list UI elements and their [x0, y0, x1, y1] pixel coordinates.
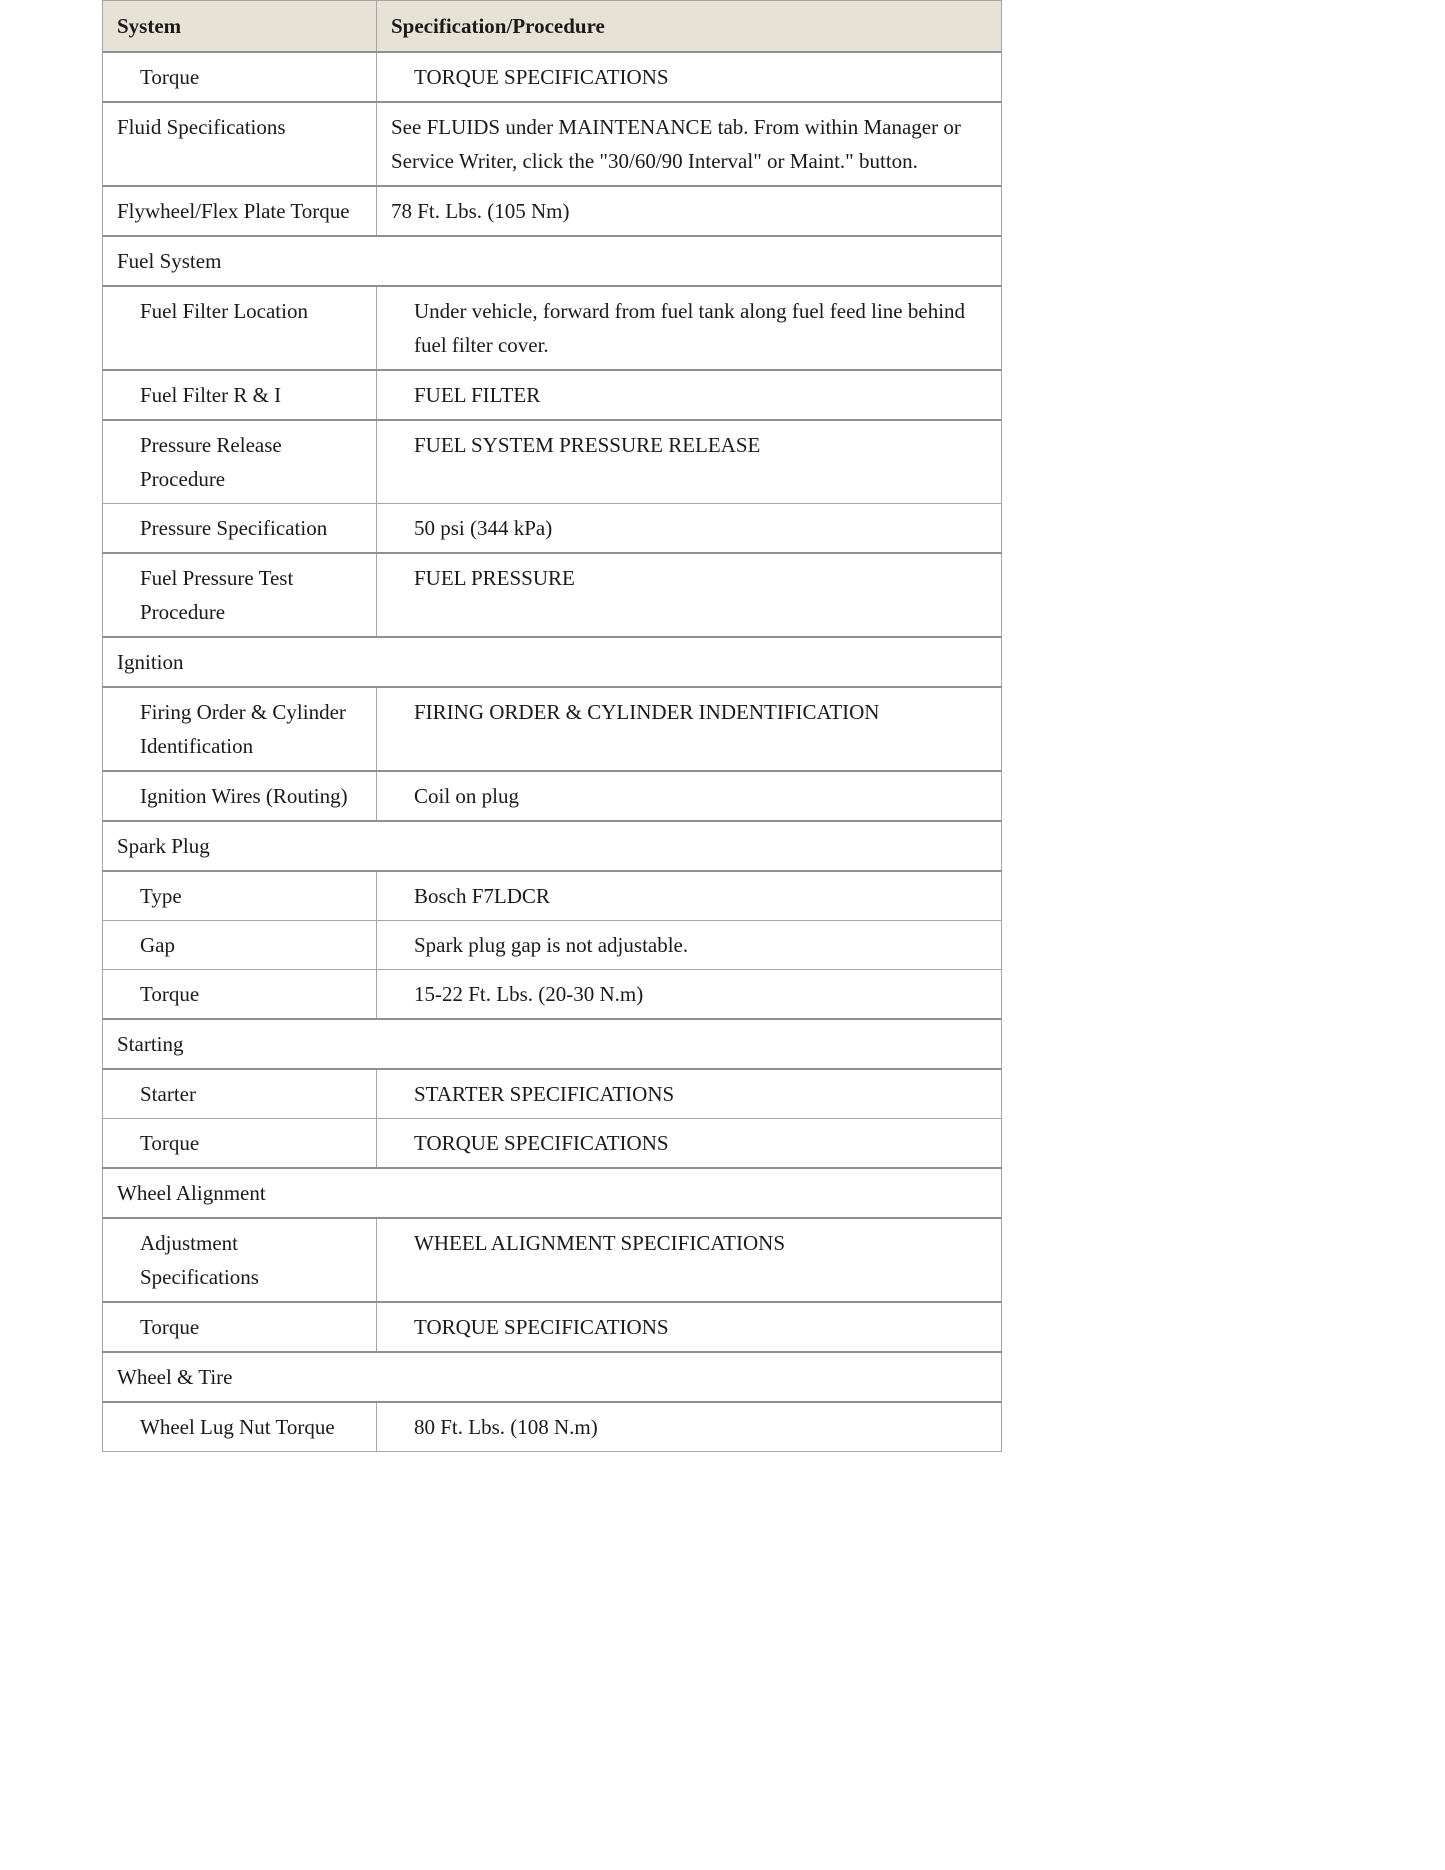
- row-value: FIRING ORDER & CYLINDER INDENTIFICATION: [377, 687, 1002, 771]
- row-label: Pressure Specification: [103, 504, 377, 554]
- row-label: Fuel Filter Location: [103, 286, 377, 370]
- header-specification: Specification/Procedure: [377, 1, 1002, 53]
- row-value: Under vehicle, forward from fuel tank along fuel feed line behind fuel filter cover.: [377, 286, 1002, 370]
- table-row: [103, 102, 1002, 186]
- section-label: Ignition: [103, 637, 1002, 687]
- row-label: Wheel Lug Nut Torque: [103, 1402, 377, 1452]
- table-row: [103, 1119, 1002, 1169]
- section-label: Wheel & Tire: [103, 1352, 1002, 1402]
- section-row: [103, 1168, 1002, 1218]
- row-value: TORQUE SPECIFICATIONS: [377, 1119, 1002, 1169]
- row-value: See FLUIDS under MAINTENANCE tab. From within Manager or Service Writer, click the "30/60/90 Interval" or Maint." button.: [377, 102, 1002, 186]
- row-label: Torque: [103, 1302, 377, 1352]
- header-row: [103, 1, 1002, 53]
- row-value: WHEEL ALIGNMENT SPECIFICATIONS: [377, 1218, 1002, 1302]
- row-value: Coil on plug: [377, 771, 1002, 821]
- table-row: [103, 286, 1002, 370]
- section-label: Fuel System: [103, 236, 1002, 286]
- row-label: Fluid Specifications: [103, 102, 377, 186]
- table-row: [103, 921, 1002, 970]
- row-value: 50 psi (344 kPa): [377, 504, 1002, 554]
- section-row: [103, 821, 1002, 871]
- section-label: Starting: [103, 1019, 1002, 1069]
- row-value: FUEL PRESSURE: [377, 553, 1002, 637]
- row-label: Torque: [103, 52, 377, 102]
- table-row: [103, 687, 1002, 771]
- table-row: [103, 370, 1002, 420]
- table-row: [103, 1302, 1002, 1352]
- table-row: [103, 1218, 1002, 1302]
- row-label: Starter: [103, 1069, 377, 1119]
- row-label: Type: [103, 871, 377, 921]
- row-label: Torque: [103, 1119, 377, 1169]
- row-label: Gap: [103, 921, 377, 970]
- table-row: [103, 771, 1002, 821]
- table-row: [103, 871, 1002, 921]
- section-label: Wheel Alignment: [103, 1168, 1002, 1218]
- row-label: Pressure Release Procedure: [103, 420, 377, 504]
- row-value: FUEL FILTER: [377, 370, 1002, 420]
- row-value: Spark plug gap is not adjustable.: [377, 921, 1002, 970]
- section-row: [103, 236, 1002, 286]
- table-row: [103, 420, 1002, 504]
- table-row: [103, 52, 1002, 102]
- section-row: [103, 1352, 1002, 1402]
- table-row: [103, 504, 1002, 554]
- row-value: TORQUE SPECIFICATIONS: [377, 52, 1002, 102]
- row-value: 78 Ft. Lbs. (105 Nm): [377, 186, 1002, 236]
- table-row: [103, 553, 1002, 637]
- table-row: [103, 970, 1002, 1020]
- row-label: Firing Order & Cylinder Identification: [103, 687, 377, 771]
- table-row: [103, 186, 1002, 236]
- row-label: Fuel Filter R & I: [103, 370, 377, 420]
- table-row: [103, 1402, 1002, 1452]
- row-value: TORQUE SPECIFICATIONS: [377, 1302, 1002, 1352]
- row-value: STARTER SPECIFICATIONS: [377, 1069, 1002, 1119]
- row-label: Fuel Pressure Test Procedure: [103, 553, 377, 637]
- row-value: 80 Ft. Lbs. (108 N.m): [377, 1402, 1002, 1452]
- specification-table: [102, 0, 1002, 1452]
- section-row: [103, 1019, 1002, 1069]
- header-system: System: [103, 1, 377, 53]
- row-label: Ignition Wires (Routing): [103, 771, 377, 821]
- row-label: Adjustment Specifications: [103, 1218, 377, 1302]
- row-label: Flywheel/Flex Plate Torque: [103, 186, 377, 236]
- row-value: Bosch F7LDCR: [377, 871, 1002, 921]
- row-label: Torque: [103, 970, 377, 1020]
- section-row: [103, 637, 1002, 687]
- row-value: 15-22 Ft. Lbs. (20-30 N.m): [377, 970, 1002, 1020]
- table-row: [103, 1069, 1002, 1119]
- section-label: Spark Plug: [103, 821, 1002, 871]
- row-value: FUEL SYSTEM PRESSURE RELEASE: [377, 420, 1002, 504]
